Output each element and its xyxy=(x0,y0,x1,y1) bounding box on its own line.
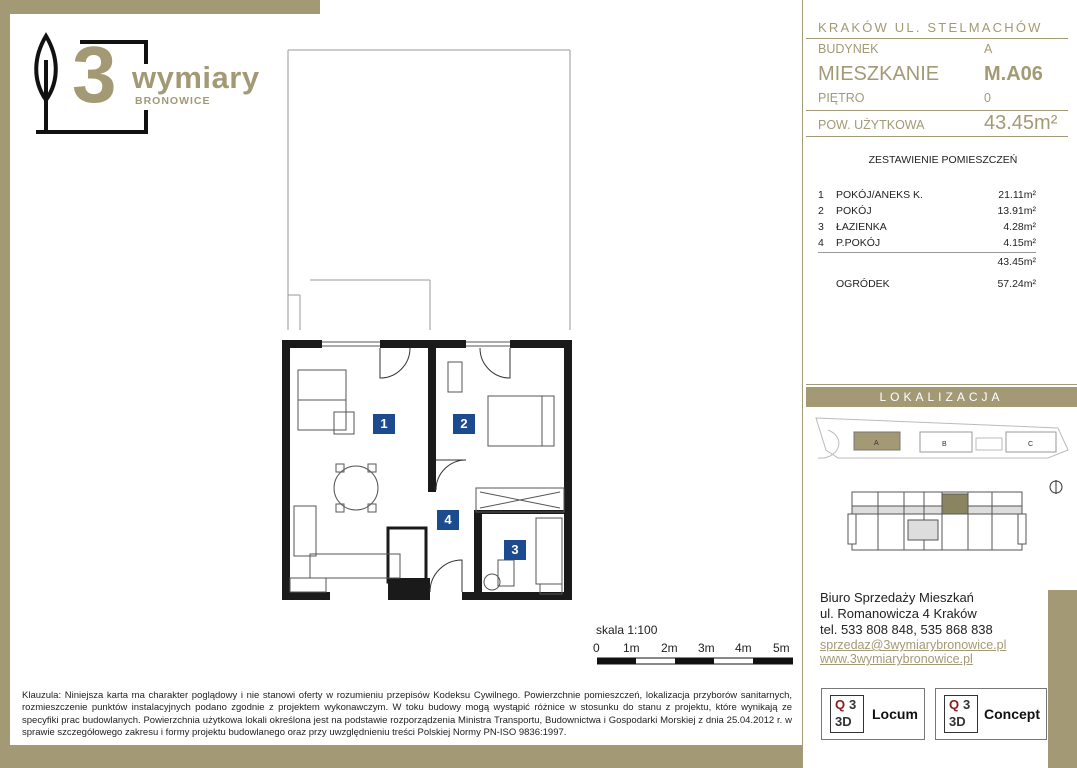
website-link[interactable]: www.3wymiarybronowice.pl xyxy=(820,652,973,666)
sales-office: Biuro Sprzedaży Mieszkań xyxy=(820,590,974,605)
building-b-label: B xyxy=(942,441,947,448)
rooms-title: ZESTAWIENIE POMIESZCZEŃ xyxy=(868,154,1018,166)
rooms-total-row xyxy=(818,256,1036,270)
room-row xyxy=(818,237,1036,251)
right-panel-divider xyxy=(802,0,803,768)
room-area: 13.91m² xyxy=(997,205,1036,217)
badge-three: 3 xyxy=(849,697,857,712)
building-label: BUDYNEK xyxy=(818,42,879,56)
area-value: 43.45m² xyxy=(984,112,1058,134)
room-marker-3: 3 xyxy=(504,540,526,560)
header-rule-3 xyxy=(806,136,1068,137)
garden-fence xyxy=(288,50,570,330)
badge-label: Concept xyxy=(984,706,1040,722)
scale-label: skala 1:100 xyxy=(596,623,658,637)
badge-three: 3 xyxy=(963,697,971,712)
apartment-label: MIESZKANIE xyxy=(818,63,940,85)
logo-subtitle: BRONOWICE xyxy=(135,95,211,107)
garden-label: OGRÓDEK xyxy=(836,278,890,290)
floor-key-plan xyxy=(848,492,1026,550)
logo-numeral: 3 xyxy=(72,30,117,119)
room-area: 4.28m² xyxy=(1003,221,1036,233)
building-value: A xyxy=(984,42,993,56)
room-name: ŁAZIENKA xyxy=(836,221,887,233)
room-row xyxy=(818,189,1036,203)
logo xyxy=(0,0,300,150)
badge-q: Q xyxy=(835,697,846,712)
q3d-locum-badge[interactable] xyxy=(821,688,925,740)
living-room-furniture xyxy=(290,370,400,592)
badge-q: Q xyxy=(949,697,960,712)
header-rule-2 xyxy=(806,110,1068,111)
floor-label: PIĘTRO xyxy=(818,91,865,105)
floor-plan xyxy=(270,40,590,610)
area-label: POW. UŻYTKOWA xyxy=(818,118,925,132)
rooms-total: 43.45m² xyxy=(997,256,1036,268)
sales-address: ul. Romanowicza 4 Kraków xyxy=(820,606,977,621)
scale-tick: 0 xyxy=(593,641,600,655)
q3d-concept-badge[interactable] xyxy=(935,688,1047,740)
scale-tick: 2m xyxy=(661,641,678,655)
room-row xyxy=(818,221,1036,235)
sales-email-link[interactable]: sprzedaz@3wymiarybronowice.pl xyxy=(820,638,1007,652)
building-a-label: A xyxy=(874,440,879,447)
garden-area: 57.24m² xyxy=(997,278,1036,290)
room-name: P.POKÓJ xyxy=(836,237,881,249)
room-area: 21.11m² xyxy=(998,189,1036,201)
location-title: LOKALIZACJA xyxy=(806,387,1077,407)
header-rule xyxy=(806,38,1068,39)
badge-d: 3D xyxy=(835,714,852,729)
header-city: KRAKÓW UL. STELMACHÓW xyxy=(818,20,1043,35)
room-marker-1: 1 xyxy=(373,414,395,434)
room-num: 1 xyxy=(818,189,824,201)
q3d-logo-icon xyxy=(944,695,978,733)
room-num: 3 xyxy=(818,221,824,233)
scale-tick: 5m xyxy=(773,641,790,655)
walls xyxy=(282,340,572,600)
logo-brand: wymiary xyxy=(132,60,260,95)
scale-bar xyxy=(597,656,793,668)
room-area: 4.15m² xyxy=(1003,237,1036,249)
q3d-logo-icon xyxy=(830,695,864,733)
building-c-label: C xyxy=(1028,441,1034,448)
badge-label: Locum xyxy=(872,706,918,722)
total-rule xyxy=(818,252,1036,253)
location-map xyxy=(808,410,1073,570)
lok-rule xyxy=(806,384,1077,385)
room-name: POKÓJ/ANEKS K. xyxy=(836,189,923,201)
room-name: POKÓJ xyxy=(836,205,872,217)
scale-tick: 3m xyxy=(698,641,715,655)
scale-tick: 1m xyxy=(623,641,640,655)
floor-value: 0 xyxy=(984,91,991,105)
disclaimer: Klauzula: Niniejsza karta ma charakter poglądowy i nie stanowi oferty w rozumieniu przepisów Kodeksu Cywilnego. Powierzchnie pomieszczeń, lokalizacja przyborów sanitarnych, rozmieszczenie punktów instalacyjnych podano zgodnie z projektem wykonawczym. W toku budowy mogą wystąpić różnice w stosunku do stanu z projektu, które wynikają ze specyfiki prac budowlanych. Powierzchnia użytkowa lokali określona jest na podstawie rozporządzenia Ministra Transportu, Budownictwa i Gospodarki Morskiej z dnia 25.04.2012 r. w sprawie szczegółowego zakresu i formy projektu budowlanego oraz przy uwzględnieniu treści Polskiej Normy PN-ISO 9836:1997. xyxy=(22,690,792,738)
room-marker-2: 2 xyxy=(453,414,475,434)
badge-d: 3D xyxy=(949,714,966,729)
room-marker-4: 4 xyxy=(437,510,459,530)
scale-tick: 4m xyxy=(735,641,752,655)
room-num: 2 xyxy=(818,205,824,217)
sales-phone: tel. 533 808 848, 535 868 838 xyxy=(820,622,993,637)
right-frame-band xyxy=(1048,590,1077,768)
room-num: 4 xyxy=(818,237,824,249)
bedroom-furniture xyxy=(448,362,564,512)
room-row xyxy=(818,205,1036,219)
apartment-value: M.A06 xyxy=(984,63,1043,85)
bottom-frame-band xyxy=(0,745,802,768)
garden-row xyxy=(818,278,1036,292)
